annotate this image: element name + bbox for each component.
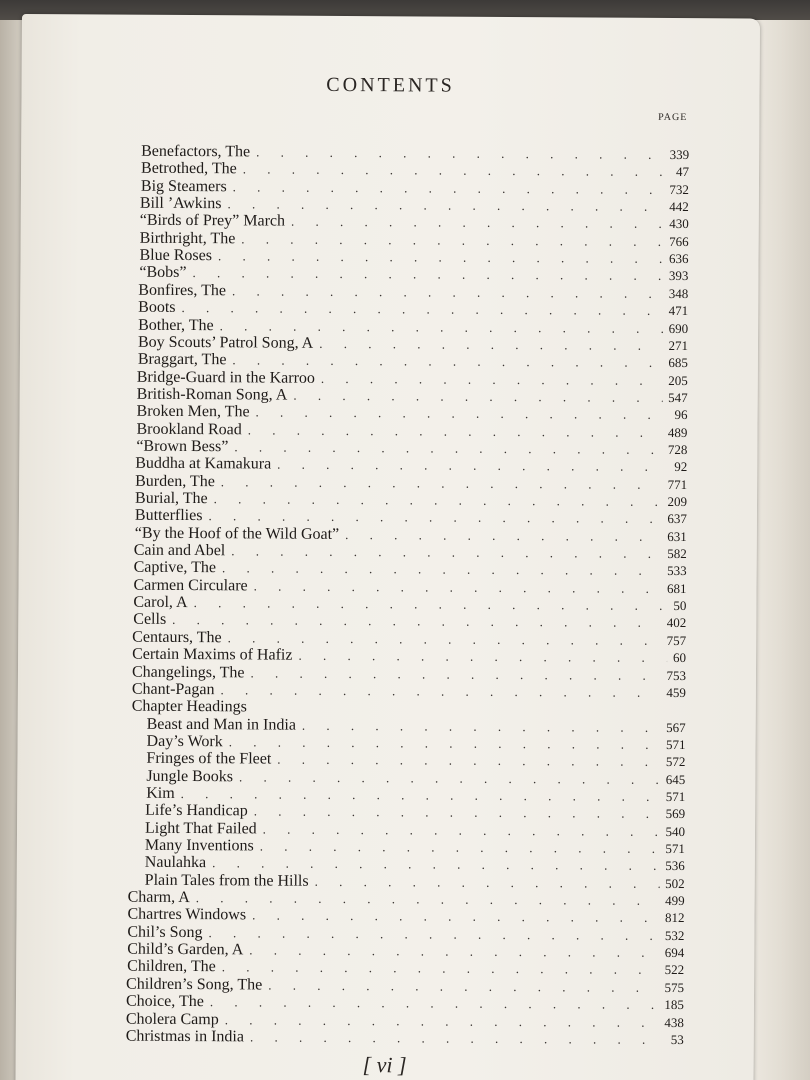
book-page <box>15 14 760 1080</box>
entry-title: Chil’s Song <box>127 923 203 941</box>
entry-title: Braggart, The <box>137 350 227 369</box>
entry-page-number: 96 <box>674 407 688 423</box>
entry-title: Bonfires, The <box>138 281 227 300</box>
entry-page-number: 766 <box>669 233 689 249</box>
entry-page-number: 540 <box>665 823 686 839</box>
entry-title: Children, The <box>127 958 216 976</box>
page-title: CONTENTS <box>326 73 455 97</box>
entry-page-number: 205 <box>668 372 688 388</box>
entry-page-number: 681 <box>666 580 687 596</box>
entry-page-number: 547 <box>668 389 688 405</box>
entry-page-number: 567 <box>666 719 686 735</box>
entry-title: Boots <box>138 298 176 317</box>
entry-page-number: 489 <box>667 424 688 440</box>
entry-title: Cholera Camp <box>125 1010 219 1028</box>
entry-page-number: 438 <box>664 1014 684 1030</box>
page-number: [ vi ] <box>362 1052 407 1078</box>
contents-entry <box>126 1027 684 1048</box>
entry-page-number: 47 <box>676 164 690 180</box>
entry-title: Plain Tales from the Hills <box>144 871 309 890</box>
entry-title: Christmas in India <box>125 1027 245 1046</box>
entry-title: Burial, The <box>134 489 208 508</box>
entry-title: Life’s Handicap <box>145 802 248 820</box>
entry-page-number: 536 <box>665 858 685 874</box>
entry-title: Blue Roses <box>139 246 213 265</box>
entry-title: “Brown Bess” <box>136 437 229 456</box>
entry-title: Children’s Song, The <box>126 975 263 994</box>
entry-page-number: 575 <box>664 979 685 995</box>
entry-title: Fringes of the Fleet <box>146 750 272 768</box>
entry-title: Naulahka <box>144 854 207 872</box>
entry-title: Big Steamers <box>140 177 227 195</box>
entry-page-number: 694 <box>664 945 685 961</box>
entry-page-number: 532 <box>664 927 685 943</box>
entry-page-number: 430 <box>669 216 689 232</box>
entry-title: Chartres Windows <box>127 906 247 924</box>
entry-page-number: 271 <box>668 337 689 353</box>
dot-leader <box>250 1028 665 1049</box>
entry-page-number: 757 <box>666 632 687 648</box>
entry-title: Centaurs, The <box>132 628 222 647</box>
entry-page-number: 393 <box>668 268 689 284</box>
entry-title: Kim <box>146 784 175 802</box>
entry-page-number: 771 <box>667 476 688 492</box>
entry-page-number: 502 <box>665 875 685 891</box>
entry-page-number: 499 <box>665 892 685 909</box>
entry-page-number: 728 <box>667 441 688 458</box>
entry-title: Carol, A <box>133 593 188 612</box>
entry-page-number: 348 <box>668 285 689 301</box>
entry-title: Many Inventions <box>144 836 254 855</box>
entry-page-number: 522 <box>664 962 685 978</box>
entry-page-number: 53 <box>670 1031 684 1047</box>
entry-title: Cain and Abel <box>133 541 226 560</box>
entry-title: Beast and Man in India <box>146 715 297 734</box>
entry-title: Brookland Road <box>136 420 242 438</box>
entry-page-number: 636 <box>668 251 689 267</box>
entry-title: Bridge-Guard in the Karroo <box>136 368 316 387</box>
entry-page-number: 645 <box>665 771 686 787</box>
entry-title: “Bobs” <box>139 264 187 282</box>
entry-page-number: 637 <box>667 511 687 527</box>
entry-title: Chapter Headings <box>131 697 247 716</box>
entry-title: Chant-Pagan <box>131 680 215 699</box>
entry-title: Broken Men, The <box>136 402 250 421</box>
entry-title: “By the Hoof of the Wild Goat” <box>134 524 340 543</box>
entry-title: Child’s Garden, A <box>127 940 244 959</box>
entry-title: Burden, The <box>135 472 215 490</box>
entry-title: Charm, A <box>127 888 190 907</box>
entry-title: Choice, The <box>125 992 204 1011</box>
entry-title: Birthright, The <box>139 229 236 248</box>
entry-title: Butterflies <box>134 507 203 525</box>
entry-page-number: 185 <box>664 997 685 1013</box>
entry-page-number: 572 <box>665 754 686 770</box>
entry-page-number: 571 <box>665 788 686 805</box>
entry-page-number: 402 <box>666 615 687 631</box>
entry-title: Jungle Books <box>146 767 234 785</box>
entry-title: Carmen Circulare <box>133 576 248 595</box>
entry-page-number: 459 <box>666 684 686 700</box>
entry-page-number: 582 <box>667 545 687 562</box>
entry-title: Certain Maxims of Hafiz <box>132 645 293 664</box>
entry-page-number: 60 <box>673 650 687 666</box>
entry-page-number: 533 <box>667 563 687 579</box>
entry-page-number: 442 <box>669 199 689 215</box>
entry-page-number: 690 <box>668 320 689 336</box>
entry-page-number: 631 <box>667 528 687 544</box>
entry-title: Bother, The <box>138 316 214 334</box>
entry-page-number: 812 <box>664 910 685 926</box>
entry-title: Benefactors, The <box>141 142 251 161</box>
entry-title: Cells <box>133 611 167 629</box>
entry-page-number: 471 <box>668 303 689 319</box>
entry-page-number: 685 <box>668 355 688 371</box>
entry-title: Buddha at Kamakura <box>135 454 272 473</box>
page-column-label: PAGE <box>658 111 688 124</box>
entry-title: Changelings, The <box>131 663 245 681</box>
entry-page-number: 571 <box>665 840 685 857</box>
entry-title: Bill ’Awkins <box>139 194 222 213</box>
entry-page-number: 732 <box>669 181 689 197</box>
entry-title: Betrothed, The <box>141 160 237 178</box>
entry-title: Captive, The <box>133 559 217 577</box>
entry-title: “Birds of Prey” March <box>139 212 286 231</box>
entry-page-number: 569 <box>665 806 686 822</box>
entry-page-number: 339 <box>669 146 690 163</box>
entry-title: Day’s Work <box>146 732 223 751</box>
entry-page-number: 92 <box>674 459 688 475</box>
dot-leader <box>253 712 680 715</box>
entry-page-number: 209 <box>667 493 688 510</box>
entry-page-number: 50 <box>673 598 687 614</box>
entry-title: British-Roman Song, A <box>136 385 288 404</box>
entry-title: Light That Failed <box>144 819 257 838</box>
entry-page-number: 753 <box>666 667 687 683</box>
entry-page-number: 571 <box>666 736 686 752</box>
entry-title: Boy Scouts’ Patrol Song, A <box>137 333 314 352</box>
